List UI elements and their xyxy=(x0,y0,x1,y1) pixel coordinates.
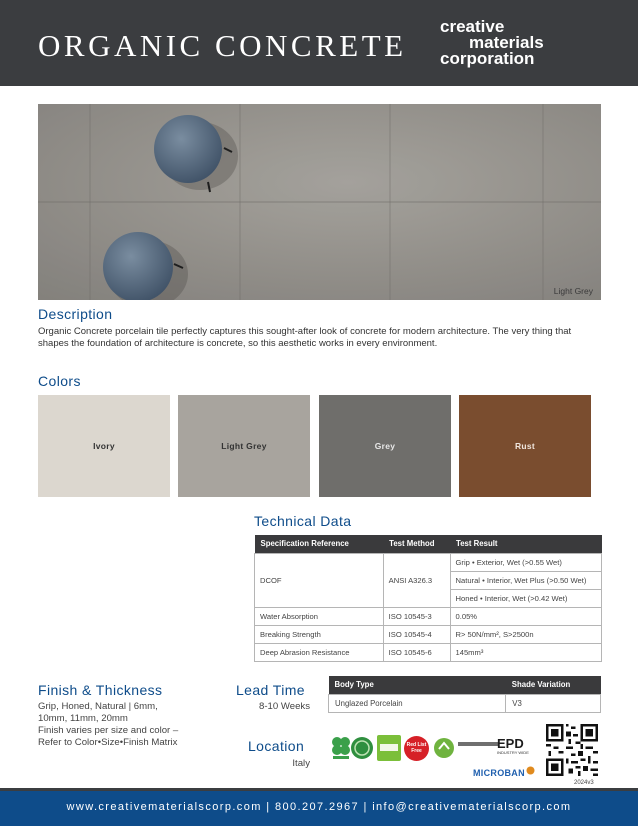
finish-details xyxy=(38,701,178,749)
finish-line: Grip, Honed, Natural | 6mm, xyxy=(38,701,158,712)
spec-cell: DCOF xyxy=(255,553,384,607)
page-title: ORGANIC CONCRETE xyxy=(38,28,407,63)
lead-time-heading: Lead Time xyxy=(236,682,305,698)
location-heading: Location xyxy=(248,738,305,754)
finish-line: Refer to Color•Size•Finish Matrix xyxy=(38,737,178,748)
colors-heading: Colors xyxy=(38,373,81,389)
technical-data-heading: Technical Data xyxy=(254,513,352,529)
location-value: Italy xyxy=(292,758,310,769)
table-row xyxy=(255,643,602,661)
mindful-materials-icon xyxy=(377,735,401,761)
finish-line: Finish varies per size and color – xyxy=(38,725,179,736)
method-cell: ANSI A326.3 xyxy=(383,553,450,607)
color-label: Rust xyxy=(514,441,536,451)
table-header-row xyxy=(255,535,602,553)
header-bar xyxy=(0,0,638,86)
brand-logo xyxy=(440,15,600,71)
table-row xyxy=(329,694,601,712)
column-header: Body Type xyxy=(329,676,506,694)
qr-code-icon[interactable] xyxy=(546,724,598,776)
table-header-row xyxy=(329,676,601,694)
footer-contact[interactable]: www.creativematerialscorp.com | 800.207.2967 | info@creativematerialscorp.com xyxy=(66,801,572,813)
brand-line-1: creative xyxy=(440,17,505,36)
body-type-cell: Unglazed Porcelain xyxy=(329,694,506,712)
epd-bar-graphic xyxy=(458,740,498,748)
color-swatch-ivory xyxy=(38,395,170,497)
stool-bottom xyxy=(103,232,173,300)
body-type-table xyxy=(328,676,601,713)
result-cell: Grip • Exterior, Wet (>0.55 Wet) xyxy=(450,553,601,571)
hero-caption: Light Grey xyxy=(553,286,593,296)
description-heading: Description xyxy=(38,306,113,322)
cradle-clover-icon xyxy=(330,735,352,761)
table-row xyxy=(255,607,602,625)
shade-variation-cell: V3 xyxy=(506,694,601,712)
description-text: Organic Concrete porcelain tile perfectly captures this sought-after look of concrete for modern architecture. The very thing that shapes the foundation of architecture is concrete, so this aesthetic works in every environment. xyxy=(38,326,572,350)
table-row xyxy=(255,553,602,571)
stool-top xyxy=(154,115,222,183)
color-swatch-rust xyxy=(459,395,591,497)
microban-logo: MICROBAN xyxy=(473,768,525,778)
microban-mark-icon xyxy=(526,766,535,775)
method-cell: ISO 10545-6 xyxy=(383,643,450,661)
table-row xyxy=(255,625,602,643)
brand-line-3: corporation xyxy=(440,49,535,68)
finish-line: 10mm, 11mm, 20mm xyxy=(38,713,128,724)
result-cell: 145mm³ xyxy=(450,643,601,661)
method-cell: ISO 10545-3 xyxy=(383,607,450,625)
hero-product-image xyxy=(38,104,601,300)
spec-cell: Deep Abrasion Resistance xyxy=(255,643,384,661)
footer-bar xyxy=(0,788,638,826)
color-swatch-light-grey xyxy=(178,395,310,497)
brand-line-2: materials xyxy=(469,33,544,52)
version-label: 2024v3 xyxy=(574,780,594,786)
color-label: Ivory xyxy=(93,441,115,451)
finish-heading: Finish & Thickness xyxy=(38,682,163,698)
column-header: Test Result xyxy=(450,535,601,553)
green-seal-icon xyxy=(350,736,374,760)
column-header: Shade Variation xyxy=(506,676,601,694)
spec-cell: Breaking Strength xyxy=(255,625,384,643)
color-label: Light Grey xyxy=(221,441,267,451)
column-header: Specification Reference xyxy=(255,535,384,553)
column-header: Test Method xyxy=(383,535,450,553)
result-cell: 0.05% xyxy=(450,607,601,625)
technical-data-table xyxy=(254,535,602,662)
hero-scene xyxy=(38,104,601,300)
spec-cell: Water Absorption xyxy=(255,607,384,625)
recycle-badge-icon xyxy=(433,737,455,759)
result-cell: Honed • Interior, Wet (>0.42 Wet) xyxy=(450,589,601,607)
method-cell: ISO 10545-4 xyxy=(383,625,450,643)
lead-time-value: 8-10 Weeks xyxy=(258,701,310,712)
color-label: Grey xyxy=(374,441,396,451)
epd-logo: EPD INDUSTRY WIDE xyxy=(497,736,529,755)
red-list-free-badge: Red List Free xyxy=(404,736,429,761)
result-cell: Natural • Interior, Wet Plus (>0.50 Wet) xyxy=(450,571,601,589)
color-swatch-grey xyxy=(319,395,451,497)
result-cell: R> 50N/mm², S>2500n xyxy=(450,625,601,643)
